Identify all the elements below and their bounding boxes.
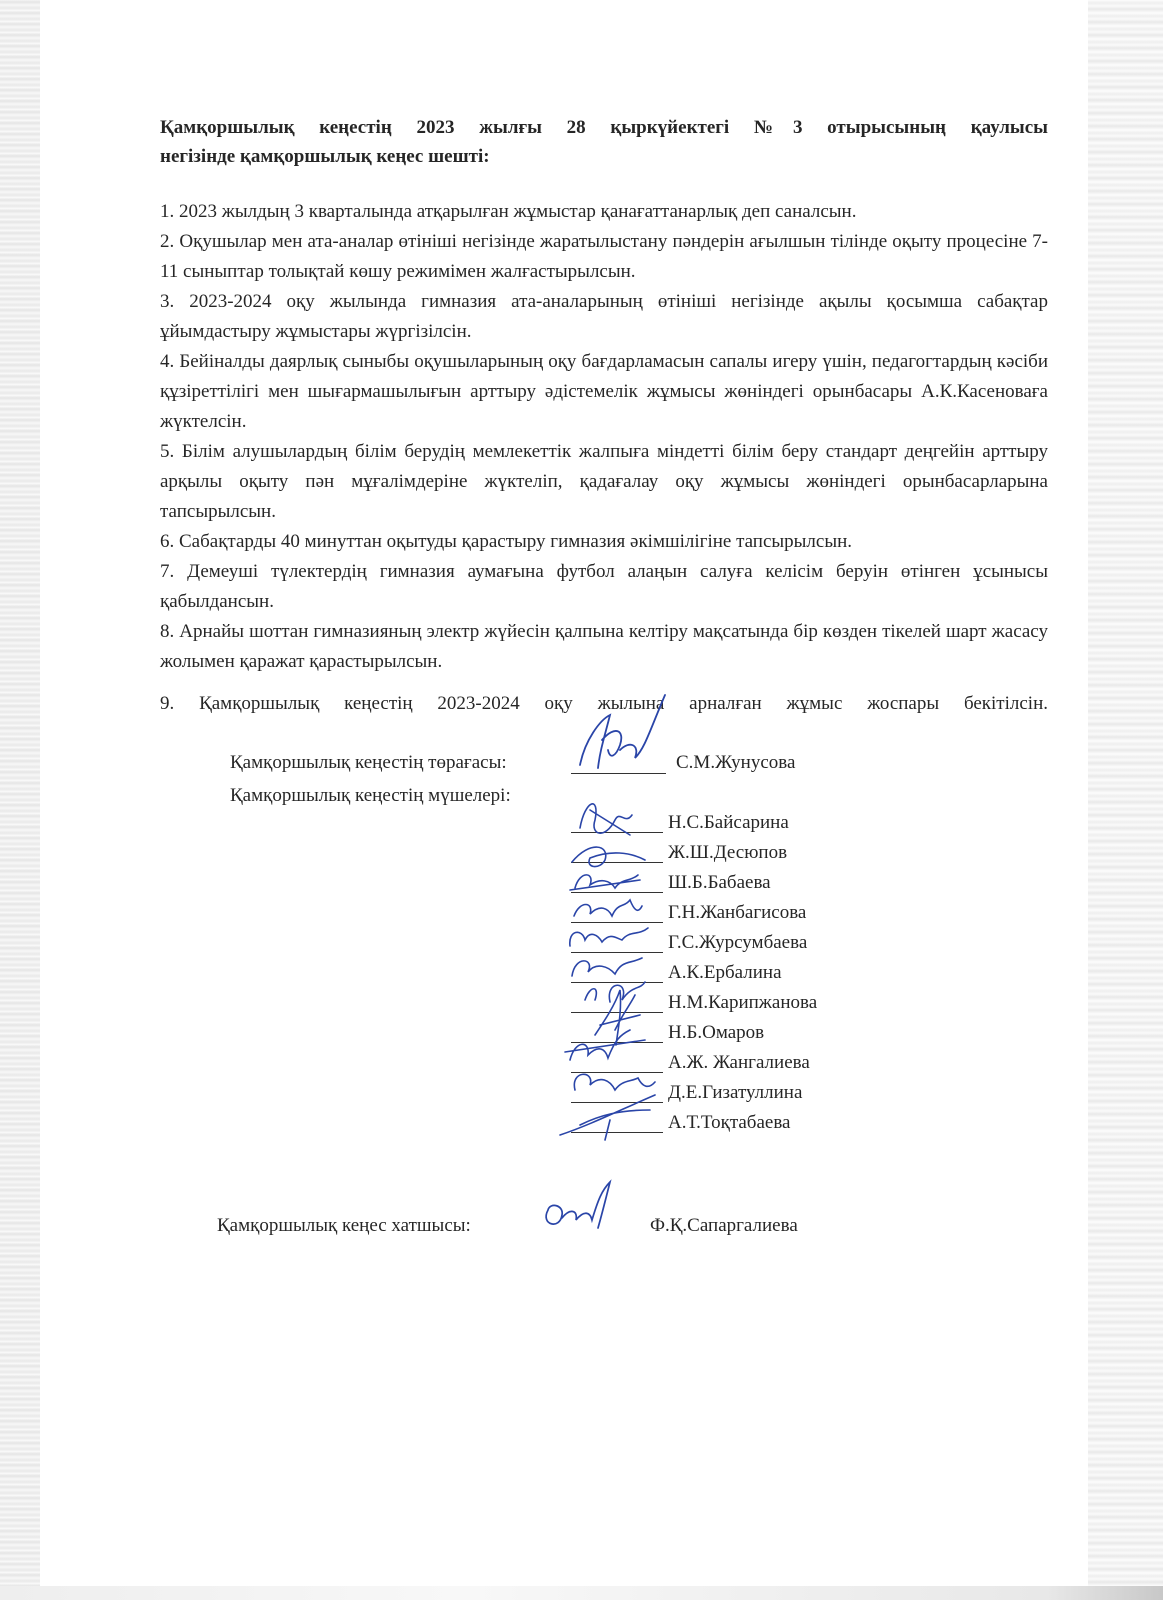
resolution-item: 5. Білім алушылардың білім берудің мемлекеттік жалпыға міндетті білім беру стандарт деңгейін арттыру арқылы оқыту пән мұғалімдеріне жүктеліп, қадағалау оқу жұмысы жөніндегі орынбасарларына тапсырылсын.	[160, 441, 1048, 522]
secretary-signature	[540, 1180, 620, 1240]
member-name: Д.Е.Гизатуллина	[668, 1082, 803, 1103]
resolution-items	[160, 197, 1048, 719]
resolution-item: 1. 2023 жылдың 3 кварталында атқарылған жұмыстар қанағаттанарлық деп саналсын.	[160, 201, 857, 222]
resolution-item: 6. Сабақтарды 40 минуттан оқытуды қарастыру гимназия әкімшілігіне тапсырылсын.	[160, 531, 853, 552]
resolution-item: 9. Қамқоршылық кеңестің 2023-2024 оқу жылына арналған жұмыс жоспары бекітілсін.	[160, 693, 1048, 714]
resolution-item: 7. Демеуші түлектердің гимназия аумағына футбол алаңын салуға келісім беруін өтінген ұсынысы қабылдансын.	[160, 561, 1048, 612]
member-name: А.Ж. Жангалиева	[668, 1052, 810, 1073]
member-name: А.К.Ербалина	[668, 962, 782, 983]
member-name: Ж.Ш.Десюпов	[668, 842, 788, 863]
scan-bottom-edge	[0, 1586, 1163, 1600]
chair-name: С.М.Жунусова	[676, 752, 796, 773]
resolution-heading	[160, 113, 1048, 171]
member-name: Г.С.Журсумбаева	[668, 932, 808, 953]
heading-line-2: негізінде қамқоршылық кеңес шешті:	[160, 146, 490, 167]
resolution-item: 3. 2023-2024 оқу жылында гимназия ата-аналарының өтініші негізінде ақылы қосымша сабақтар ұйымдастыру жұмыстары жүргізілсін.	[160, 291, 1048, 342]
member-name: Г.Н.Жанбагисова	[668, 902, 807, 923]
member-name: А.Т.Тоқтабаева	[668, 1112, 791, 1133]
resolution-item: 4. Бейіналды даярлық сыныбы оқушыларының оқу бағдарламасын сапалы игеру үшін, педагогтардың кәсіби құзіреттілігі мен шығармашылығын арттыру әдістемелік жұмысы жөніндегі орынбасары А.К.Касеноваға жүктелсін.	[160, 351, 1048, 432]
resolution-item: 8. Арнайы шоттан гимназияның электр жүйесін қалпына келтіру мақсатында бір көзден тікелей шарт жасасу жолымен қаражат қарастырылсын.	[160, 621, 1048, 672]
secretary-label: Қамқоршылық кеңес хатшысы:	[217, 1215, 471, 1236]
member-name: Н.М.Карипжанова	[668, 992, 818, 1013]
member-name: Ш.Б.Бабаева	[668, 872, 771, 893]
scan-edge-left	[0, 0, 40, 1600]
heading-line-1: Қамқоршылық кеңестің 2023 жылғы 28 қыркүйектегі №3 отырысының қаулысы	[160, 117, 1048, 138]
resolution-body	[160, 113, 1048, 719]
secretary-name: Ф.Қ.Сапаргалиева	[650, 1215, 798, 1236]
members-label: Қамқоршылық кеңестің мүшелері:	[230, 785, 511, 806]
member-signatures	[560, 790, 670, 1160]
member-name: Н.Б.Омаров	[668, 1022, 765, 1043]
resolution-item: 2. Оқушылар мен ата-аналар өтініші негізінде жаратылыстану пәндерін ағылшын тілінде оқыту процесіне 7-11 сыныптар толықтай көшу режимімен жалғастырылсын.	[160, 231, 1048, 282]
member-name: Н.С.Байсарина	[668, 812, 789, 833]
chair-signature	[570, 690, 680, 785]
scan-edge-right	[1088, 0, 1163, 1600]
chair-label: Қамқоршылық кеңестің төрағасы:	[230, 752, 507, 773]
